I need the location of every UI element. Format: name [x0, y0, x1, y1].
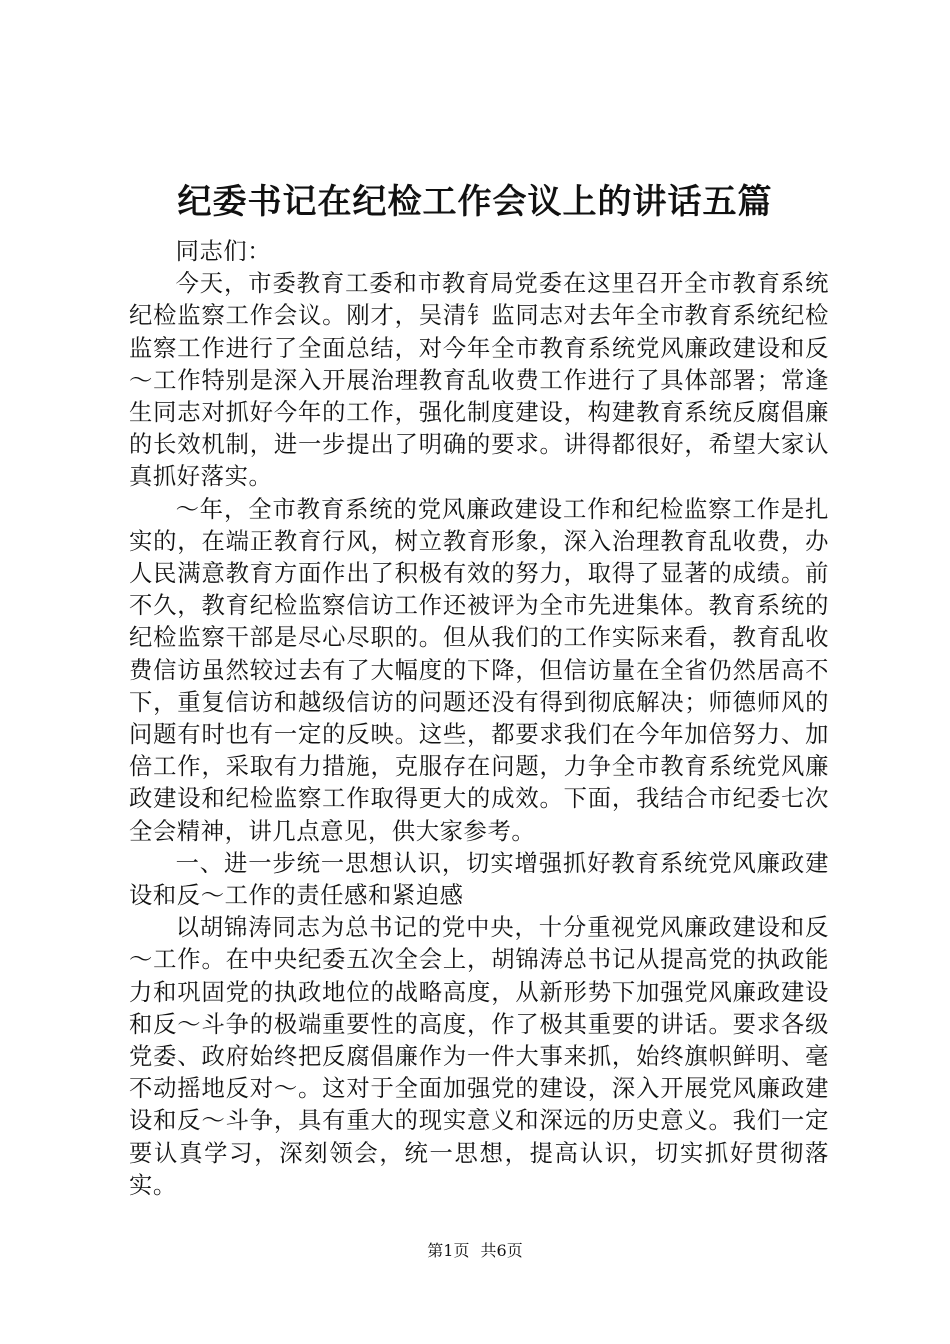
page-footer [0, 1240, 950, 1262]
page-number: 第1页 [427, 1241, 470, 1260]
body-paragraph: 以胡锦涛同志为总书记的党中央，十分重视党风廉政建设和反～工作。在中央纪委五次全会上，胡锦涛总书记从提高党的执政能力和巩固党的执政地位的战略高度，从新形势下加强党风廉政建设和反～斗争的极端重要性的高度，作了极其重要的讲话。要求各级党委、政府始终把反腐倡廉作为一件大事来抓，始终旗帜鲜明、毫不动摇地反对～。这对于全面加强党的建设，深入开展党风廉政建设和反～斗争，具有重大的现实意义和深远的历史意义。我们一定要认真学习，深刻领会，统一思想，提高认识，切实抓好贯彻落实。 [129, 914, 829, 1199]
section-heading: 一、进一步统一思想认识，切实增强抓好教育系统党风廉政建设和反～工作的责任感和紧迫感 [129, 849, 829, 910]
salutation-paragraph: 同志们： [175, 238, 272, 265]
page-total: 共6页 [480, 1241, 523, 1260]
body-paragraph: 今天，市委教育工委和市教育局党委在这里召开全市教育系统纪检监察工作会议。刚才，吴清钅监同志对去年全市教育系统纪检监察工作进行了全面总结，对今年全市教育系统党风廉政建设和反～工作特别是深入开展治理教育乱收费工作进行了具体部署；常逢生同志对抓好今年的工作，强化制度建设，构建教育系统反腐倡廉的长效机制，进一步提出了明确的要求。讲得都很好，希望大家认真抓好落实。 [129, 270, 829, 491]
document-body [129, 236, 829, 1202]
document-title: 纪委书记在纪检工作会议上的讲话五篇 [177, 182, 773, 222]
body-paragraph: ～年，全市教育系统的党风廉政建设工作和纪检监察工作是扎实的，在端正教育行风，树立教育形象，深入治理教育乱收费，办人民满意教育方面作出了积极有效的努力，取得了显著的成绩。前不久，教育纪检监察信访工作还被评为全市先进集体。教育系统的纪检监察干部是尽心尽职的。但从我们的工作实际来看，教育乱收费信访虽然较过去有了大幅度的下降，但信访量在全省仍然居高不下，重复信访和越级信访的问题还没有得到彻底解决；师德师风的问题有时也有一定的反映。这些，都要求我们在今年加倍努力、加倍工作，采取有力措施，克服存在问题，力争全市教育系统党风廉政建设和纪检监察工作取得更大的成效。下面，我结合市纪委七次全会精神，讲几点意见，供大家参考。 [129, 495, 829, 845]
